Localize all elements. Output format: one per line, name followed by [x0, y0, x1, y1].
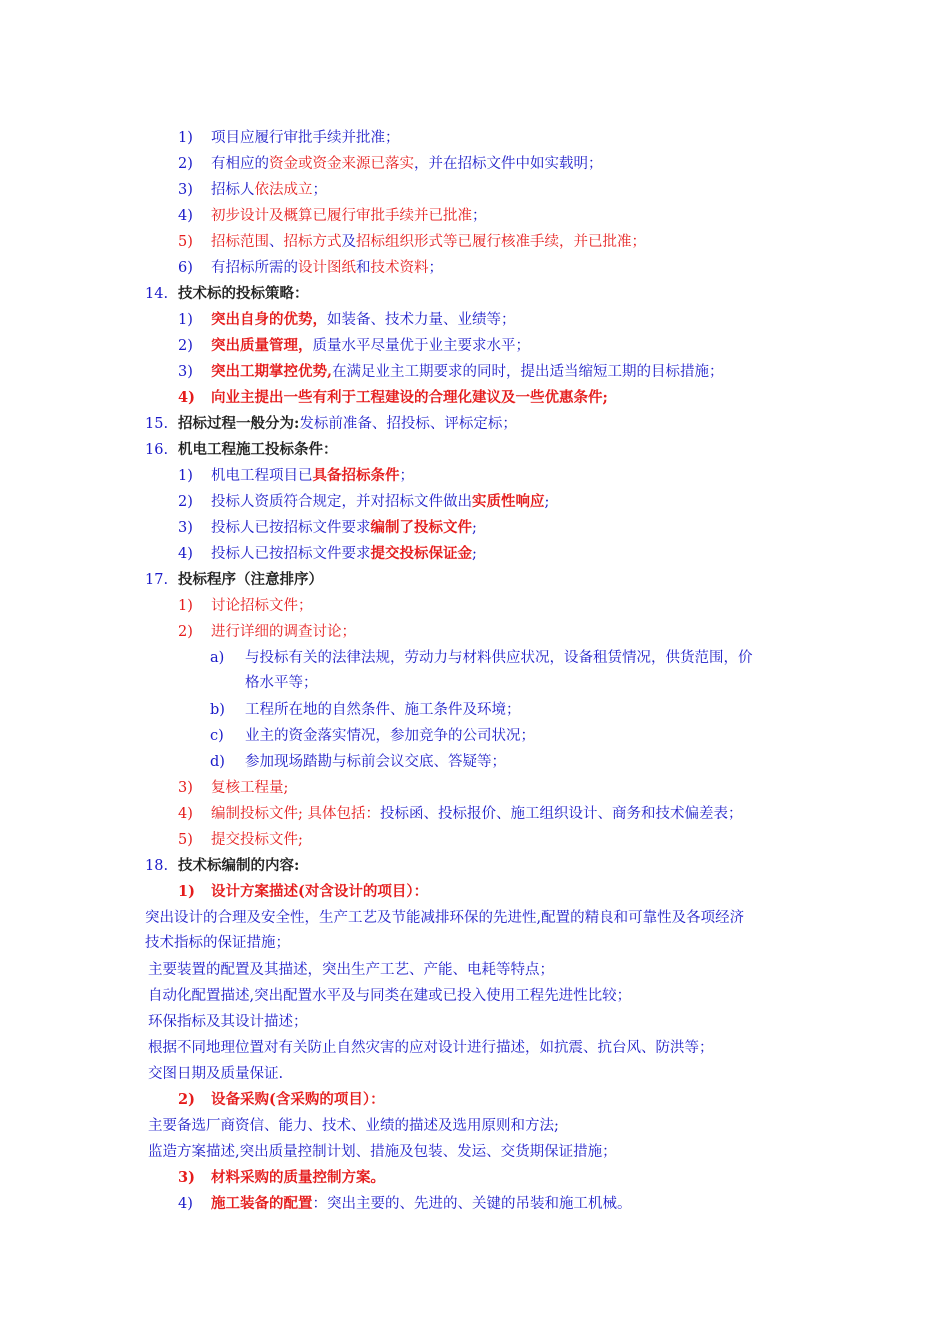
paragraph: 自动化配置描述,突出配置水平及与同类在建或已投入使用工程先进性比较；	[148, 988, 632, 1004]
text-run: 有相应的	[211, 156, 269, 172]
item-number: 3)	[178, 1169, 195, 1186]
text-run: 初步设计及概算已履行审批手续并已批准	[211, 208, 472, 224]
item-text: ;	[472, 520, 477, 536]
item-number: 2)	[178, 624, 193, 640]
item-text: ;	[544, 494, 550, 510]
item-text: 格水平等；	[245, 675, 318, 691]
paragraph: 主要备选厂商资信、能力、技术、业绩的描述及选用原则和方法;	[148, 1118, 559, 1134]
text-run: ，并在招标文件中如实载明；	[414, 156, 603, 172]
item-text-bold: 突出质量管理，	[211, 337, 313, 354]
section-title: 投标程序（注意排序）	[178, 571, 323, 588]
item-number: 4)	[178, 546, 193, 562]
item-text-highlight: 编制了投标文件	[370, 519, 472, 536]
section-number: 16.	[145, 442, 169, 458]
item-text: 参加现场踏勘与标前会议交底、答疑等；	[245, 754, 506, 770]
item-text-bold: 突出自身的优势，	[211, 311, 327, 328]
item-number: 1)	[178, 883, 195, 900]
item-text: 复核工程量;	[211, 780, 289, 796]
item-number: 4)	[178, 806, 193, 822]
item-number: 1)	[178, 130, 193, 146]
item-number: 5)	[178, 234, 193, 250]
item-text	[211, 128, 400, 148]
item-number: 2)	[178, 494, 193, 510]
item-text: 进行详细的调查讨论；	[211, 624, 356, 640]
text-run: 依法成立	[254, 182, 313, 198]
item-number: 3)	[178, 364, 193, 380]
item-number: 2)	[178, 156, 193, 172]
item-text-highlight: 提交投标保证金	[370, 545, 472, 562]
item-text: 与投标有关的法律法规，劳动力与材料供应状况，设备租赁情况，供货范围，价	[245, 650, 753, 666]
item-text: 业主的资金落实情况，参加竞争的公司状况；	[245, 728, 535, 744]
item-text	[211, 258, 443, 278]
item-text: 如装备、技术力量、业绩等；	[327, 312, 516, 328]
item-text: ：突出主要的、先进的、关键的吊装和施工机械。	[312, 1196, 632, 1212]
item-number: 6)	[178, 260, 193, 276]
item-text-bold: 突出工期掌控优势,	[211, 363, 333, 380]
item-number: 1)	[178, 468, 193, 484]
text-run: 、	[269, 234, 284, 250]
item-text-bold: 向业主提出一些有利于工程建设的合理化建议及一些优惠条件;	[211, 389, 608, 406]
item-text: 质量水平尽量优于业主要求水平；	[312, 338, 530, 354]
item-text	[211, 232, 646, 252]
item-text: 讨论招标文件；	[211, 598, 313, 614]
item-number: 1)	[178, 598, 193, 614]
section-number: 14.	[145, 286, 169, 302]
item-number: b)	[210, 702, 225, 718]
section-title: 技术标编制的内容:	[178, 857, 300, 874]
section-number: 17.	[145, 572, 169, 588]
item-number: a)	[210, 650, 225, 666]
paragraph: 根据不同地理位置对有关防止自然灾害的应对设计进行描述，如抗震、抗台风、防洪等；	[148, 1040, 714, 1056]
text-run: 及	[341, 234, 356, 250]
item-text	[211, 180, 327, 200]
item-text: 机电工程项目已	[211, 468, 313, 484]
item-text-highlight: 具备招标条件	[312, 467, 400, 484]
item-text-detail: 投标函、投标报价、施工组织设计、商务和技术偏差表；	[380, 806, 743, 822]
section-text: 发标前准备、招投标、评标定标；	[299, 416, 517, 432]
paragraph: 监造方案描述,突出质量控制计划、措施及包装、发运、交货期保证措施；	[148, 1144, 617, 1160]
text-run: 招标方式	[283, 234, 342, 250]
text-run: 和	[356, 260, 371, 276]
text-run: ；	[428, 260, 443, 276]
item-number: 1)	[178, 312, 193, 328]
item-text: 工程所在地的自然条件、施工条件及环境；	[245, 702, 521, 718]
item-text: 设计方案描述(对含设计的项目）：	[211, 883, 429, 900]
text-run: 招标组织形式	[356, 234, 443, 250]
item-text: ；	[399, 468, 414, 484]
item-text: 设备采购(含采购的项目）：	[211, 1091, 385, 1108]
text-run: 招标范围	[211, 234, 269, 250]
item-text: 投标人资质符合规定，并对招标文件做出	[211, 494, 472, 510]
item-text: 投标人已按招标文件要求	[211, 546, 371, 562]
item-number: 4)	[178, 208, 193, 224]
paragraph-continuation: 技术指标的保证措施；	[145, 935, 290, 951]
text-run: 资金或资金来源已落实	[269, 156, 414, 172]
item-number: 2)	[178, 338, 193, 354]
item-text	[211, 154, 603, 174]
paragraph: 环保指标及其设计描述；	[148, 1014, 308, 1030]
section-number: 18.	[145, 858, 169, 874]
item-text: 投标人已按招标文件要求	[211, 520, 371, 536]
text-run: 项目应履行审批手续并批准；	[211, 130, 400, 146]
text-run: 设计图纸	[298, 260, 356, 276]
item-text-bold: 施工装备的配置	[211, 1195, 313, 1212]
text-run: ；	[312, 182, 327, 198]
item-text: 在满足业主工期要求的同时，提出适当缩短工期的目标措施；	[332, 364, 724, 380]
text-run: ；	[472, 208, 487, 224]
text-run: 招标人	[211, 182, 255, 198]
section-title: 招标过程一般分为:	[178, 415, 300, 432]
section-title: 机电工程施工投标条件：	[178, 441, 338, 458]
item-text: 材料采购的质量控制方案。	[211, 1169, 385, 1186]
item-text	[211, 206, 487, 226]
text-run: 有招标所需的	[211, 260, 298, 276]
item-number: 3)	[178, 520, 193, 536]
item-number: 3)	[178, 182, 193, 198]
paragraph: 主要装置的配置及其描述，突出生产工艺、产能、电耗等特点；	[148, 962, 554, 978]
item-text-highlight: 实质性响应	[472, 493, 545, 510]
item-number: 3)	[178, 780, 193, 796]
item-number: 2)	[178, 1091, 195, 1108]
section-number: 15.	[145, 416, 169, 432]
item-text: 提交投标文件;	[211, 832, 303, 848]
paragraph: 交图日期及质量保证.	[148, 1066, 284, 1082]
item-text: 编制投标文件; 具体包括：	[211, 806, 380, 822]
item-number: c)	[210, 728, 224, 744]
item-text: ;	[472, 546, 477, 562]
item-number: 5)	[178, 832, 193, 848]
item-number: d)	[210, 754, 225, 770]
section-title: 技术标的投标策略：	[178, 285, 309, 302]
item-number: 4)	[178, 1196, 193, 1212]
text-run: 技术资料	[370, 260, 429, 276]
item-number: 4)	[178, 389, 195, 406]
text-run: 等已履行核准手续，并已批准；	[443, 234, 646, 250]
paragraph: 突出设计的合理及安全性，生产工艺及节能减排环保的先进性,配置的精良和可靠性及各项经济	[145, 910, 745, 926]
